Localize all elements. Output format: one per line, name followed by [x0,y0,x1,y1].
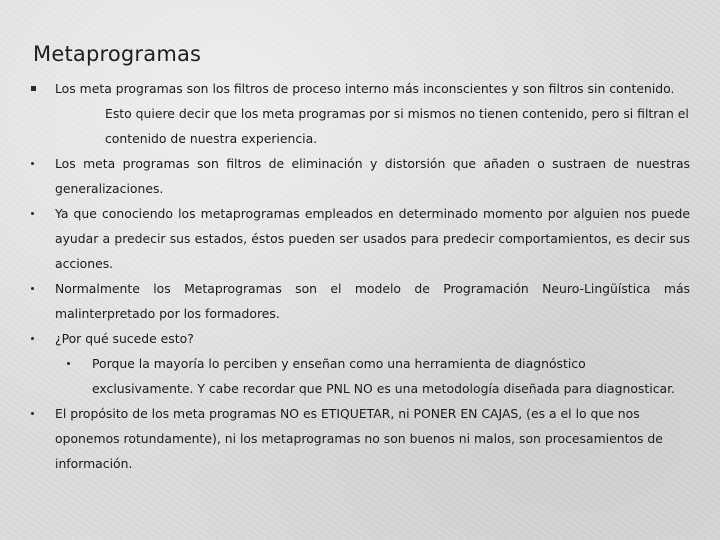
bullet-item [30,401,690,476]
bullet-continuation-text: Esto quiere decir que los meta programas por si mismos no tienen contenido, pero si filtran el contenido de nuestra experiencia. [105,106,689,146]
bullet-item [30,76,690,151]
dot-bullet-icon [31,412,34,415]
bullet-list [30,76,690,476]
bullet-text: Los meta programas son filtros de eliminación y distorsión que añaden o sustraen de nuestras generalizaciones. [55,156,690,196]
sub-bullet-text: Porque la mayoría lo perciben y enseñan como una herramienta de diagnóstico exclusivamente. Y cabe recordar que PNL NO es una metodología diseñada para diagnosticar. [92,356,675,396]
bullet-item [30,326,690,401]
bullet-text: El propósito de los meta programas NO es ETIQUETAR, ni PONER EN CAJAS, (es a el lo que nos oponemos rotundamente), ni los metaprogramas no son buenos ni malos, son procesamientos de información. [55,406,663,471]
bullet-text: Normalmente los Metaprogramas son el modelo de Programación Neuro-Lingüística más malinterpretado por los formadores. [55,281,690,321]
bullet-item [30,201,690,276]
dot-bullet-icon [31,287,34,290]
bullet-item [30,151,690,201]
bullet-item [30,276,690,326]
dot-bullet-icon [31,337,34,340]
bullet-text: Ya que conociendo los metaprogramas empleados en determinado momento por alguien nos puede ayudar a predecir sus estados, éstos pueden ser usados para predecir comportamientos, es decir sus acciones. [55,206,690,271]
dot-bullet-icon [31,162,34,165]
bullet-text: Los meta programas son los filtros de proceso interno más inconscientes y son filtros sin contenido. [55,81,675,96]
dot-bullet-icon [31,212,34,215]
slide-title: Metaprogramas [33,42,202,66]
dot-bullet-icon [67,362,70,365]
square-bullet-icon [31,86,36,91]
bullet-text: ¿Por qué sucede esto? [55,331,194,346]
sub-bullet-item [55,351,690,401]
